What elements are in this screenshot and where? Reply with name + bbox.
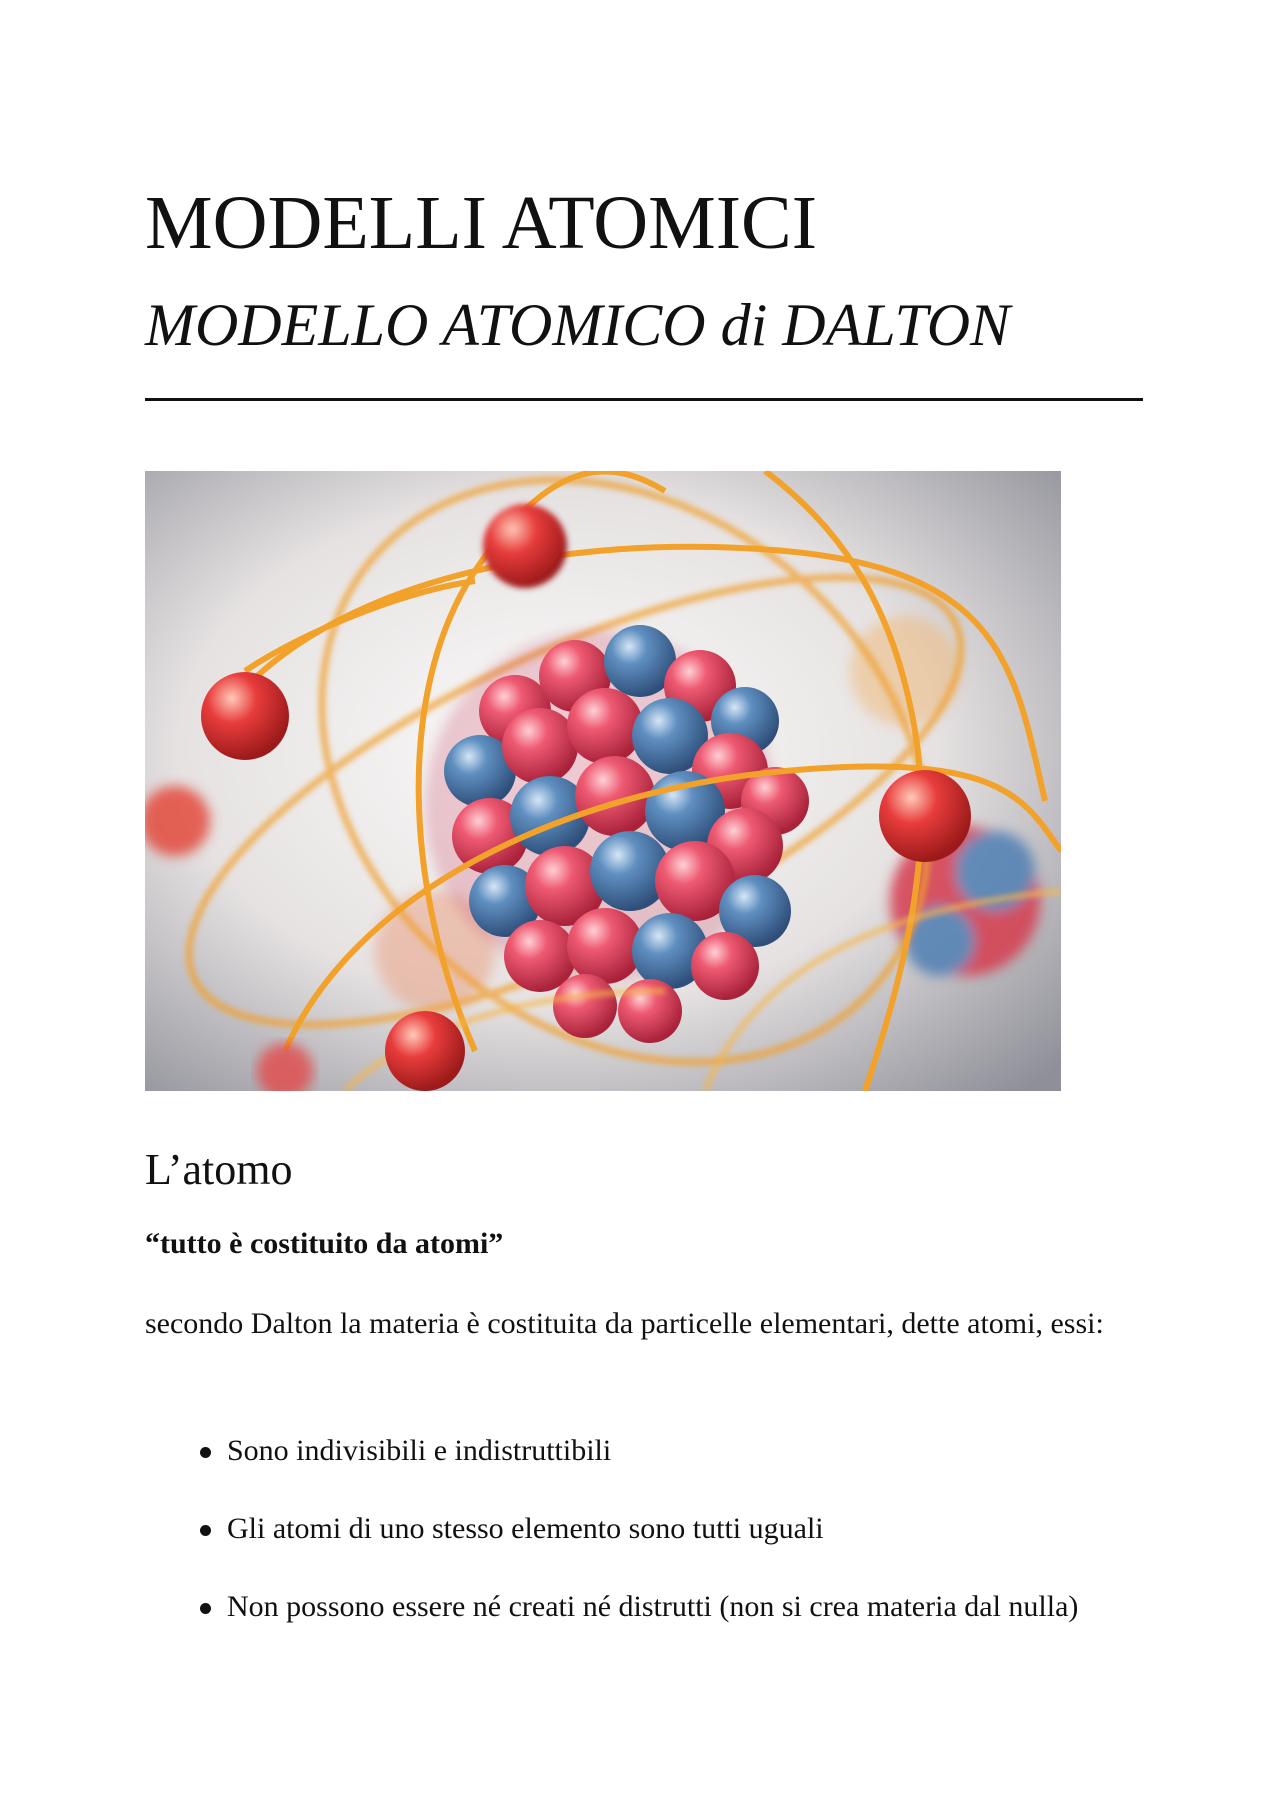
bullet-icon (200, 1603, 211, 1614)
section-quote: “tutto è costituito da atomi” (145, 1227, 504, 1260)
atom-illustration-svg (145, 471, 1061, 1091)
list-item-text: Gli atomi di uno stesso elemento sono tutti uguali (227, 1512, 824, 1545)
properties-list (145, 1425, 1145, 1659)
list-item (145, 1503, 1145, 1555)
document-title: MODELLI ATOMICI (145, 181, 818, 265)
title-divider (145, 398, 1143, 401)
section-paragraph: secondo Dalton la materia è costituita da particelle elementari, dette atomi, essi: (145, 1307, 1104, 1340)
list-item-text: Sono indivisibili e indistruttibili (227, 1434, 612, 1467)
bullet-icon (200, 1525, 211, 1536)
bullet-icon (200, 1447, 211, 1458)
list-item (145, 1581, 1145, 1633)
section-heading: L’atomo (145, 1145, 293, 1194)
atom-illustration (145, 471, 1061, 1091)
document-subtitle: MODELLO ATOMICO di DALTON (145, 292, 1011, 358)
list-item (145, 1425, 1145, 1477)
list-item-text: Non possono essere né creati né distrutti (non si crea materia dal nulla) (227, 1590, 1079, 1623)
